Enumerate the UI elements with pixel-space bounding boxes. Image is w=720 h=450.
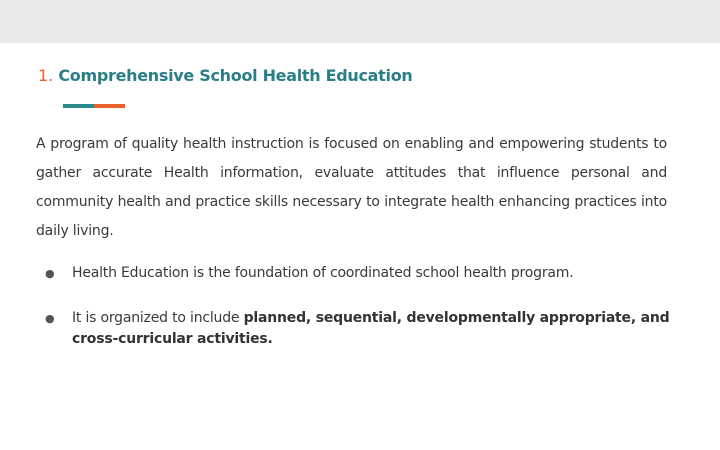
slide-title (38, 65, 413, 87)
bullet-list (36, 263, 676, 350)
intro-paragraph: A program of quality health instruction is focused on enabling and empowering students to gather accurate Health information, evaluate attitudes that influence personal and community health and practice skills necessary to integrate health enhancing practices into daily living. (36, 136, 667, 239)
bullet-text-prefix: It is organized to include (72, 310, 244, 326)
bullet-text: Health Education is the foundation of coordinated school health program. (72, 265, 574, 281)
title-number: 1. (38, 66, 54, 85)
bullet-dot-icon: ● (45, 267, 55, 280)
slide (0, 43, 720, 450)
bullet-dot-icon: ● (45, 312, 55, 325)
accent-bar-teal (63, 104, 94, 108)
bullet-text-bold: planned, sequential, developmentally appropriate, and cross-curricular activities. (72, 310, 670, 347)
bullet-item (36, 308, 676, 350)
top-band (0, 0, 720, 43)
bullet-item (36, 263, 676, 284)
title-text: Comprehensive School Health Education (58, 66, 413, 85)
accent-bar-orange (94, 104, 125, 108)
